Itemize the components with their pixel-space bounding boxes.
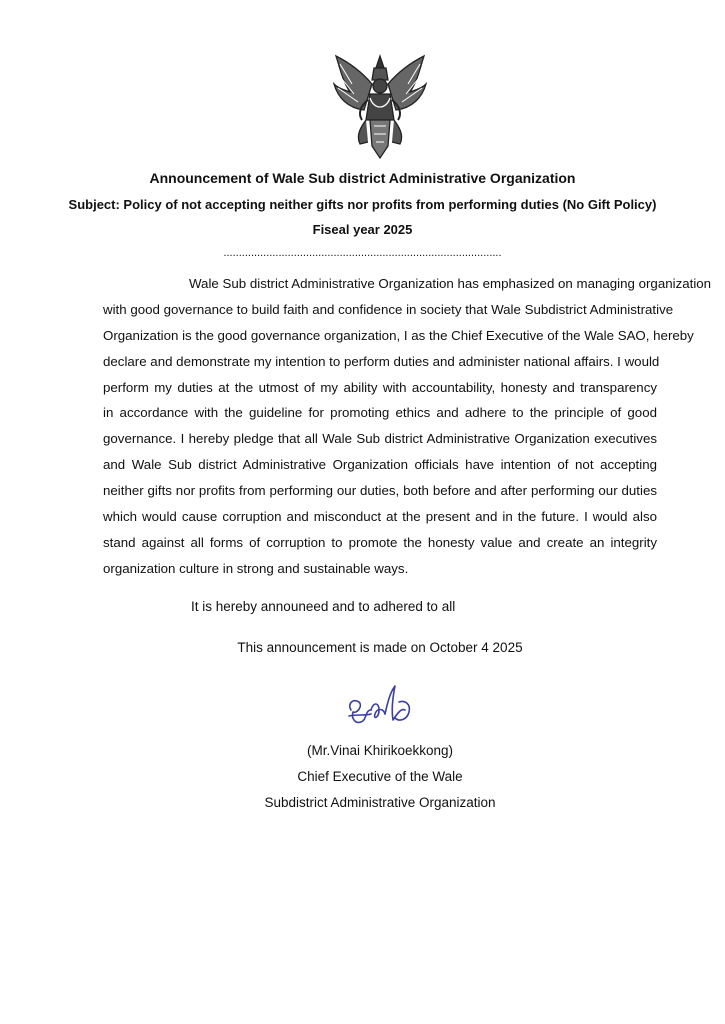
body-line: which would cause corruption and misconduct at the present and in the future. I would also [103,509,657,525]
body-line: governance. I hereby pledge that all Wale Sub district Administrative Organization executives [103,431,657,447]
announcement-title: Announcement of Wale Sub district Administrative Organization [149,170,576,186]
announcement-body [103,271,712,582]
body-line: perform my duties at the utmost of my ability with accountability, honesty and transparency [103,379,657,395]
body-line: with good governance to build faith and confidence in society that Wale Subdistrict Administrative [103,301,674,317]
handwritten-signature-icon [343,680,417,730]
body-line: organization culture in strong and sustainable ways. [103,560,409,576]
body-line: stand against all forms of corruption to promote the honesty value and create an integrity [103,534,657,550]
body-line: and Wale Sub district Administrative Organization officials have intention of not accepting [103,457,657,473]
signer-name: (Mr.Vinai Khirikoekkong) [306,743,454,758]
body-line: neither gifts nor profits from performing our duties, both before and after performing our duties [103,483,657,499]
announcement-date: This announcement is made on October 4 2025 [237,640,523,655]
body-line: Wale Sub district Administrative Organization has emphasized on managing organization [189,276,712,291]
body-line: in accordance with the guideline for promoting ethics and adhere to the principle of good [103,405,657,421]
fiscal-year: Fiseal year 2025 [312,222,413,237]
body-line: declare and demonstrate my intention to perform duties and administer national affairs. I would [103,353,660,369]
signer-organization: Subdistrict Administrative Organization [264,795,496,810]
announcement-subject: Subject: Policy of not accepting neither gifts nor profits from performing duties (No Gift Policy) [68,197,657,212]
separator-line: ........................................................................................... [223,247,502,259]
signer-title: Chief Executive of the Wale [297,769,463,784]
body-line: Organization is the good governance organization, I as the Chief Executive of the Wale SAO, hereby [103,327,694,343]
announced-statement: It is hereby announeed and to adhered to all [191,599,456,614]
garuda-emblem-icon [330,50,430,162]
